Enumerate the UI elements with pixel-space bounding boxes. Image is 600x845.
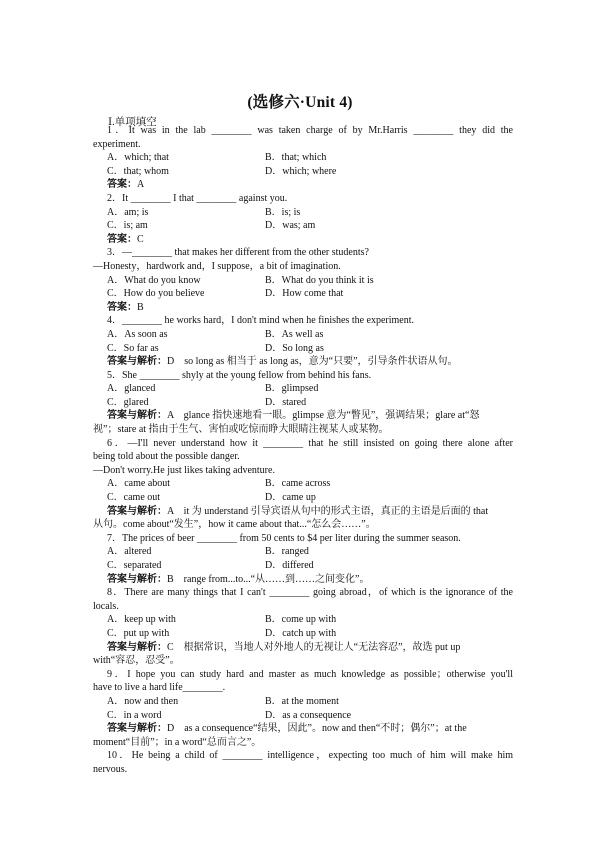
question-7-answer [93,573,513,587]
answer-explanation: A glance 指快速地看一眼。glimpse 意为“瞥见”，强调结果；glare at“怒 [167,410,480,422]
question-8-answer-cont: with“容忍，忍受”。 [93,655,180,667]
question-8-options-cd [93,627,513,641]
question-9-options-ab [93,695,513,709]
option-b: B．glimpsed [265,383,319,395]
question-5-options-cd [93,396,513,410]
option-c: C．So far as [107,342,159,354]
question-2-options-ab [93,206,513,220]
question-4-options-ab [93,328,513,342]
option-a: A．which; that [107,152,169,164]
question-3-reply: —Honesty，hardwork and，I suppose，a bit of imagination. [93,260,341,272]
question-3-answer [93,301,513,315]
question-6-reply: —Don't worry.He just likes taking adventure. [93,464,275,476]
option-a: A．altered [107,546,152,558]
answer-explanation: A it 为 understand 引导宾语从句中的形式主语，真正的主语是后面的 that [167,505,489,517]
answer-label: 答案与解析： [107,410,167,422]
question-3-text: 3．—________ that makes her different from the other students? [107,247,369,259]
question-2-answer [93,233,513,247]
option-b: B．What do you think it is [265,274,374,286]
question-9-options-cd [93,709,513,723]
option-b: B．came across [265,478,331,490]
question-3-options-ab [93,274,513,288]
option-d: D．came up [265,492,316,504]
option-a: A．came about [107,478,171,490]
option-d: D．stared [265,396,307,408]
question-7-text: 7．The prices of beer ________ from 50 cents to $4 per liter during the summer season. [107,532,461,544]
question-6-options-cd [93,491,513,505]
option-a: A．now and then [107,695,179,707]
answer-explanation: D so long as 相当于 as long as，意为“只要”，引导条件状语从句。 [167,356,458,368]
answer-explanation: B range from...to...“从……到……之间变化”。 [167,573,370,585]
option-c: C．put up with [107,627,170,639]
question-5-options-ab [93,382,513,396]
question-1-text-cont: experiment. [93,138,141,150]
question-8-text: 8．There are many things that I can't ________ going abroad，of which is the ignorance of the [107,587,513,599]
option-c: C．that; whom [107,165,169,177]
answer-value: C [137,233,144,245]
question-1-options-cd [93,165,513,179]
answer-explanation: D as a consequence“结果，因此”。now and then“不时；偶尔”；at the [167,723,467,735]
question-10-text-cont: nervous. [93,763,128,775]
option-d: D．catch up with [265,627,337,639]
option-d: D．was; am [265,220,316,232]
answer-label: 答案与解析： [107,641,167,653]
option-c: C．in a word [107,709,162,721]
question-2-text: 2．It ________ I that ________ against you. [107,192,288,204]
page-title: (选修六·Unit 4) [247,94,353,111]
option-b: B．at the moment [265,695,339,707]
question-4-text: 4．________ he works hard，I don't mind when he finishes the experiment. [107,315,415,327]
question-5-answer-cont: 视”；stare at 指由于生气、害怕或吃惊而睁大眼睛注视某人或某物。 [93,424,389,436]
question-7-options-ab [93,545,513,559]
option-c: C．is; am [107,220,148,232]
question-4-options-cd [93,342,513,356]
question-5-text: 5．She ________ shyly at the young fellow from behind his fans. [107,369,372,381]
question-8-text-cont: locals. [93,600,119,612]
question-list [93,124,513,777]
section-heading: Ⅰ.单项填空 [108,117,157,128]
question-2-options-cd [93,219,513,233]
question-9-text: 9．I hope you can study hard and master as much knowledge as possible；otherwise you'll [107,668,513,680]
answer-value: A [137,179,145,191]
option-b: B．As well as [265,328,324,340]
option-b: B．ranged [265,546,309,558]
answer-label: 答案与解析： [107,573,167,585]
question-9-answer-cont: moment“目前”；in a word“总而言之”。 [93,736,262,748]
option-a: A．keep up with [107,614,176,626]
option-c: C．came out [107,492,161,504]
answer-label: 答案： [107,301,137,313]
question-8-options-ab [93,613,513,627]
option-a: A．glanced [107,383,156,395]
question-6-text-cont: being told about the possible danger. [93,451,240,463]
question-9-answer [93,722,513,736]
question-1-options-ab [93,151,513,165]
answer-label: 答案与解析： [107,356,167,368]
option-d: D．So long as [265,342,324,354]
question-6-answer-cont: 从句。come about“发生”，how it came about that...“怎么会……”。 [93,519,376,531]
option-a: A．What do you know [107,274,201,286]
option-a: A．am; is [107,206,149,218]
option-b: B．come up with [265,614,337,626]
question-6-answer [93,505,513,519]
option-a: A．As soon as [107,328,168,340]
answer-value: B [137,301,144,313]
question-6-options-ab [93,477,513,491]
option-d: D．differed [265,560,314,571]
question-8-answer [93,641,513,655]
option-b: B．is; is [265,206,301,218]
option-c: C．How do you believe [107,288,205,300]
answer-label: 答案与解析： [107,723,167,735]
question-1-answer [93,178,513,192]
answer-label: 答案： [107,179,137,191]
answer-label: 答案： [107,233,137,245]
answer-label: 答案与解析： [107,505,167,517]
option-b: B．that; which [265,152,327,164]
option-d: D．which; where [265,165,337,177]
question-9-text-cont: have to live a hard life________. [93,682,226,694]
question-7-options-cd [93,559,513,573]
question-6-text: 6．—I'll never understand how it ________ that he still insisted on going there alone after [107,437,513,449]
question-1-text: 1．It was in the lab ________ was taken charge of by Mr.Harris ________ they did the [107,125,513,136]
question-3-options-cd [93,287,513,301]
answer-explanation: C 根据常识，当地人对外地人的无视让人“无法容忍”，故选 put up [167,641,461,653]
question-10-text: 10．He being a child of ________ intelligence，expecting too much of him will make him [107,750,513,762]
option-d: D．as a consequence [265,709,352,721]
option-c: C．separated [107,560,162,571]
option-c: C．glared [107,396,149,408]
question-5-answer [93,409,513,423]
question-4-answer [93,355,513,369]
option-d: D．How come that [265,288,344,300]
